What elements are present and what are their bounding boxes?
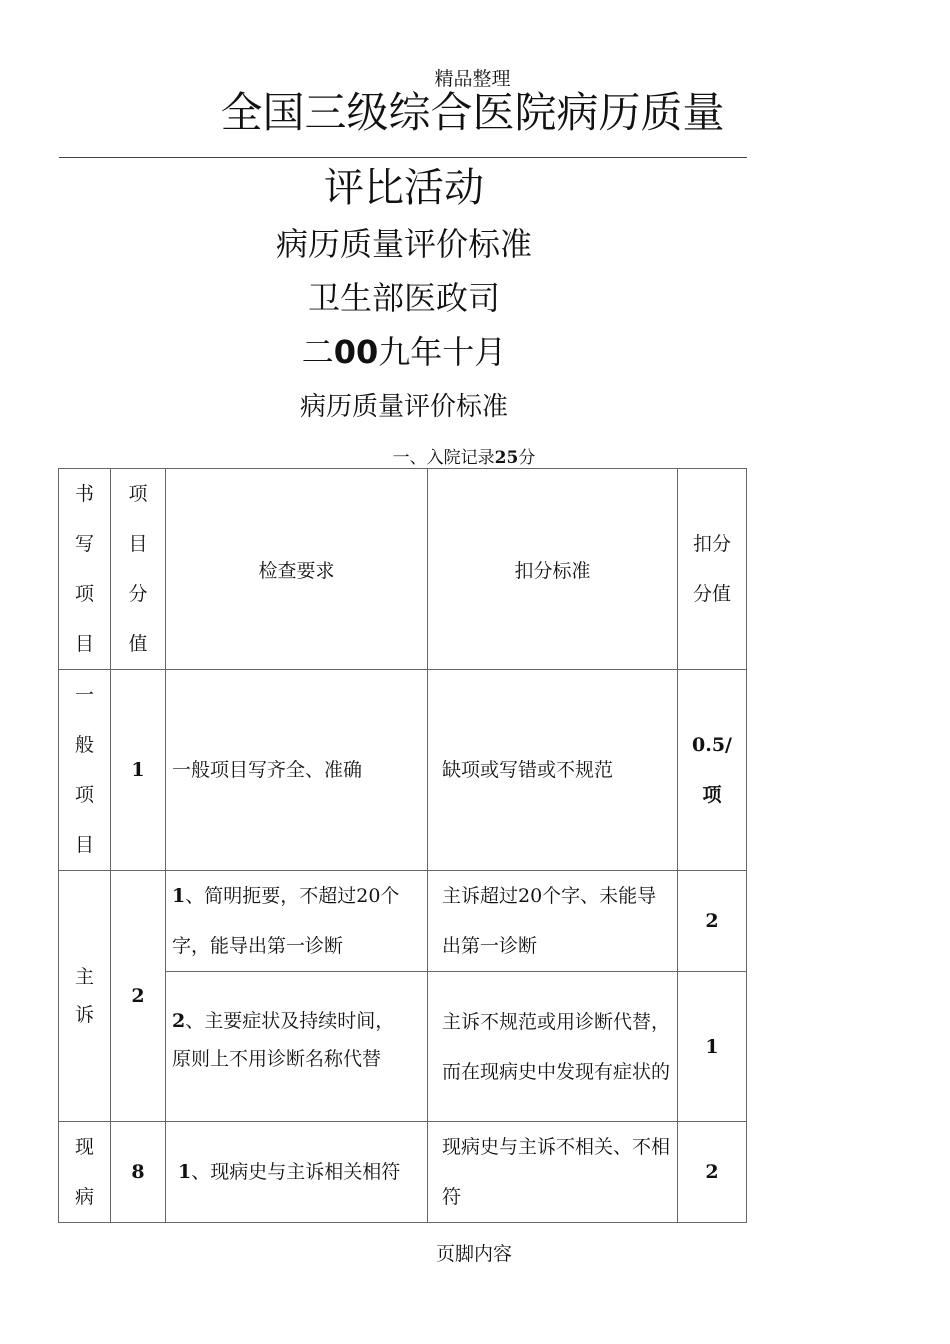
header-deduction: 扣分分值 [678, 469, 747, 670]
row-score: 2 [111, 871, 166, 1122]
table-header-row [59, 469, 747, 670]
row-criteria: 主诉不规范或用诊断代替，而在现病史中发现有症状的 [428, 972, 678, 1122]
header-note: 精品整理 [434, 68, 511, 90]
header-requirement: 检查要求 [166, 469, 428, 670]
document-title-line1: 全国三级综合医院病历质量 [220, 88, 725, 137]
document-subtitle: 病历质量评价标准 [275, 225, 532, 263]
row-score: 8 [111, 1122, 166, 1223]
section-title: 病历质量评价标准 [299, 392, 508, 422]
row-item: 现病 [59, 1122, 111, 1223]
row-deduction: 2 [678, 871, 747, 972]
header-score: 项目分值 [111, 469, 166, 670]
row-requirement: 2、主要症状及持续时间， 原则上不用诊断名称代替 [166, 972, 428, 1122]
header-rule [59, 157, 747, 158]
row-criteria: 现病史与主诉不相关、不相符 [428, 1122, 678, 1223]
table-row [59, 871, 747, 972]
page-footer: 页脚内容 [436, 1243, 513, 1265]
document-date [0, 330, 808, 374]
table-caption [0, 446, 928, 470]
table-row [59, 1122, 747, 1223]
document-title-line2: 评比活动 [324, 165, 484, 211]
row-deduction: 1 [678, 972, 747, 1122]
row-item: 主诉 [59, 871, 111, 1122]
row-deduction: 0.5/项 [678, 670, 747, 871]
row-requirement: 1、简明扼要，不超过20个字，能导出第一诊断 [166, 871, 428, 972]
date-pre: 二 [301, 333, 334, 371]
row-criteria: 缺项或写错或不规范 [428, 670, 678, 871]
row-deduction: 2 [678, 1122, 747, 1223]
header-criteria: 扣分标准 [428, 469, 678, 670]
row-criteria: 主诉超过20个字、未能导出第一诊断 [428, 871, 678, 972]
row-requirement: 一般项目写齐全、准确 [166, 670, 428, 871]
evaluation-table [58, 468, 747, 1223]
date-post: 九年十月 [378, 333, 507, 371]
issuing-organization: 卫生部医政司 [307, 279, 500, 317]
row-requirement: 1、现病史与主诉相关相符 [166, 1122, 428, 1223]
caption-post: 分 [518, 448, 536, 468]
caption-pre: 一、入院记录 [392, 448, 495, 468]
caption-num: 25 [494, 448, 519, 468]
header-item: 书写项目 [59, 469, 111, 670]
row-score: 1 [111, 670, 166, 871]
table-row [59, 670, 747, 871]
row-item: 一般项目 [59, 670, 111, 871]
date-digits: 00 [333, 333, 379, 371]
